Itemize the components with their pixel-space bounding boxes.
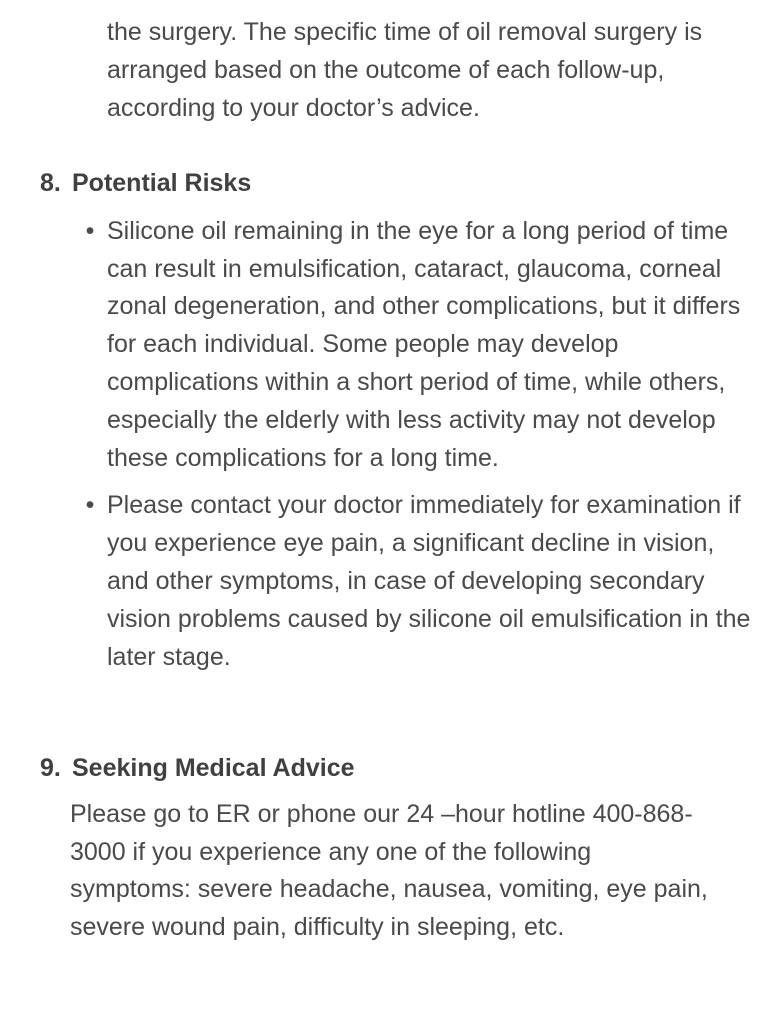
list-item-text: Please contact your doctor immediately for examination if you experience eye pain, a significant decline in vision, and other symptoms, in case of developing secondary vision problems caused by silicone oil emulsification in the later stage. (107, 491, 751, 671)
list-item (40, 213, 760, 478)
bullet-icon: • (85, 491, 95, 520)
bullet-icon: • (85, 216, 95, 245)
section-title: Seeking Medical Advice (72, 754, 355, 782)
list-item (40, 487, 760, 676)
section-title: Potential Risks (72, 169, 252, 197)
list-item-text: Silicone oil remaining in the eye for a long period of time can result in emulsification, cataract, glaucoma, corneal zonal degeneration, and other complications, but it differs for each individual. Some people may develop complications within a short period of time, while others, especially the elderly with less activity may not develop these complications for a long time. (107, 216, 741, 472)
section-number: 9. (40, 754, 61, 782)
section-heading (40, 750, 760, 788)
section-heading (40, 165, 760, 203)
section-seeking-medical-advice (40, 750, 760, 947)
section-potential-risks (40, 165, 760, 676)
intro-paragraph: the surgery. The specific time of oil removal surgery is arranged based on the outcome of each follow-up, according to your doctor’s advice. (107, 18, 703, 122)
risk-list (40, 213, 760, 677)
section-number: 8. (40, 169, 61, 197)
advice-paragraph: Please go to ER or phone our 24 –hour hotline 400-868-3000 if you experience any one of the following symptoms: severe headache, nausea, vomiting, eye pain, severe wound pain, difficulty in sleeping, etc. (70, 799, 708, 942)
